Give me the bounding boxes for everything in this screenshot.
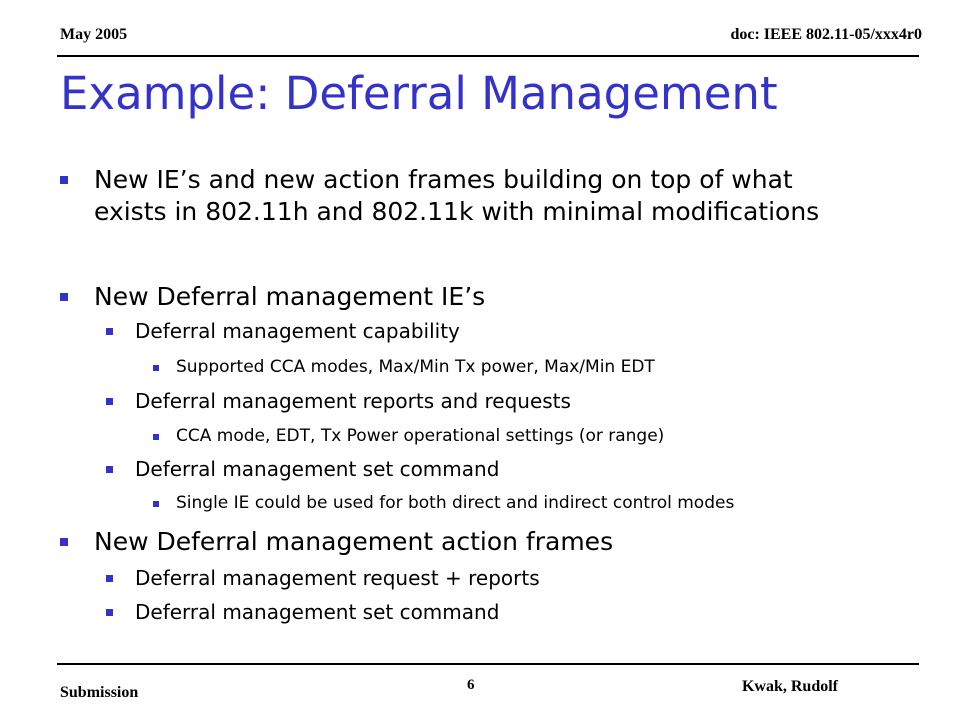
bullet-text: CCA mode, EDT, Tx Power operational settings (or range) xyxy=(176,426,665,446)
footer-divider xyxy=(57,663,919,665)
sub-bullet-request-reports xyxy=(135,565,540,591)
footer-submission: Submission xyxy=(60,684,139,701)
bullet-square-icon xyxy=(106,609,113,616)
footer-authors: Kwak, Rudolf xyxy=(741,678,838,695)
header-divider xyxy=(57,55,919,57)
bullet-square-icon xyxy=(106,575,113,582)
bullet-text: New Deferral management IE’s xyxy=(94,282,486,311)
bullet-square-icon xyxy=(106,328,113,335)
sub-bullet-capability xyxy=(135,318,460,344)
page-number: 6 xyxy=(467,677,475,693)
header-doc-id: doc: IEEE 802.11-05/xxx4r0 xyxy=(730,26,922,43)
bullet-new-ies-action-frames-continued xyxy=(94,196,819,228)
bullet-text: Single IE could be used for both direct and indirect control modes xyxy=(176,493,735,513)
bullet-square-icon xyxy=(60,176,68,184)
bullet-text: Deferral management set command xyxy=(135,457,500,481)
bullet-new-ies-action-frames xyxy=(94,164,793,196)
header-date: May 2005 xyxy=(60,26,128,43)
sub-bullet-set-command-frame xyxy=(135,599,499,625)
bullet-text: Deferral management reports and requests xyxy=(135,389,571,413)
bullet-text: Supported CCA modes, Max/Min Tx power, Max/Min EDT xyxy=(176,357,655,377)
bullet-text: New Deferral management action frames xyxy=(94,527,614,556)
bullet-square-icon xyxy=(60,293,68,301)
bullet-text: Deferral management request + reports xyxy=(135,566,540,590)
sub-sub-bullet-set-command-detail xyxy=(176,492,734,514)
bullet-text: Deferral management set command xyxy=(135,600,500,624)
sub-bullet-reports-requests xyxy=(135,388,571,414)
bullet-square-icon xyxy=(153,501,159,507)
slide-title: Example: Deferral Management xyxy=(60,67,778,120)
bullet-square-icon xyxy=(60,538,68,546)
sub-bullet-set-command xyxy=(135,456,499,482)
bullet-text-line-2: exists in 802.11h and 802.11k with minimal modifications xyxy=(94,197,820,226)
bullet-text: Deferral management capability xyxy=(135,319,460,343)
bullet-deferral-ies xyxy=(94,281,485,313)
sub-sub-bullet-capability-detail xyxy=(176,356,655,378)
sub-sub-bullet-reports-detail xyxy=(176,425,664,447)
bullet-square-icon xyxy=(153,434,159,440)
bullet-action-frames xyxy=(94,526,613,558)
bullet-square-icon xyxy=(153,365,159,371)
bullet-square-icon xyxy=(106,466,113,473)
bullet-text-line-1: New IE’s and new action frames building on top of what xyxy=(94,165,793,194)
bullet-square-icon xyxy=(106,398,113,405)
